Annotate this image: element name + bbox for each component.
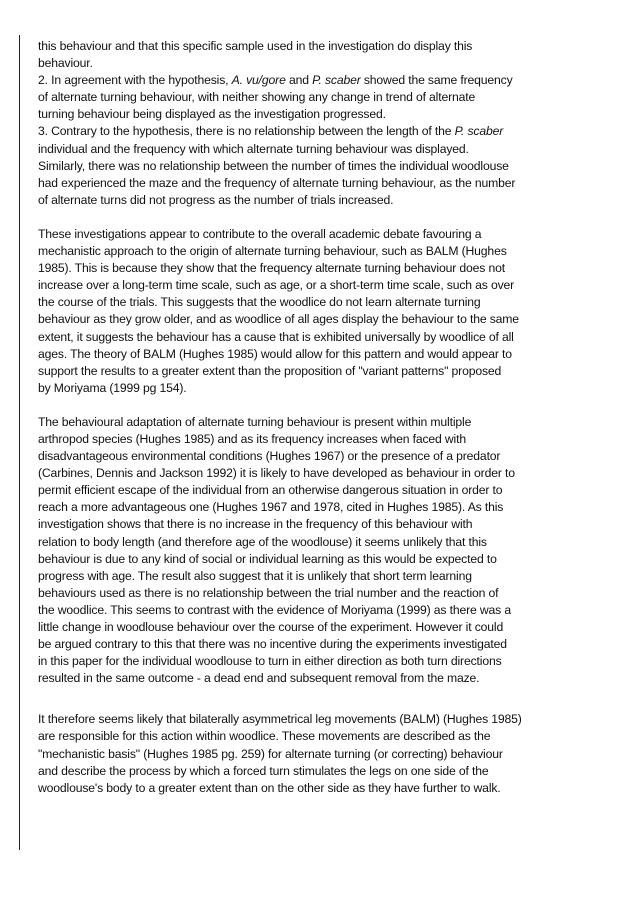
text-line: relation to body length (and therefore age of the woodlouse) it seems unlikely that this [38,534,487,549]
text-line: Similarly, there was no relationship between the number of times the individual woodlouse [38,158,509,173]
text-line: by Moriyama (1999 pg 154). [38,380,187,395]
text-line: reach a more advantageous one (Hughes 1967 and 1978, cited in Hughes 1985). As this [38,500,504,515]
species-name: A. vu/gore [231,73,286,88]
text-line: of alternate turns did not progress as the number of trials increased. [38,192,394,207]
text-line: woodlouse's body to a greater extent than on the other side as they have further to walk. [38,780,501,795]
text-line: arthropod species (Hughes 1985) and as its frequency increases when faced with [38,431,466,446]
text-line: increase over a long-term time scale, such as age, or a short-term time scale, such as over [38,278,515,293]
text-line: behaviours used as there is no relationship between the trial number and the reaction of [38,585,499,600]
margin-rule [19,35,20,850]
text-line: individual and the frequency with which alternate turning behaviour was displayed. [38,141,469,156]
text-line: be argued contrary to this that there was no incentive during the experiments investigated [38,637,507,652]
text-line: These investigations appear to contribute to the overall academic debate favouring a [38,226,482,241]
text-line: the woodlice. This seems to contrast with the evidence of Moriyama (1999) as there was a [38,602,511,617]
text-line: permit efficient escape of the individual from an otherwise dangerous situation in order to [38,483,503,498]
text-line: 1985). This is because they show that the frequency alternate turning behaviour does not [38,261,505,276]
text-line: progress with age. The result also suggest that it is unlikely that short term learning [38,568,472,583]
paragraph-1 [38,38,590,209]
paragraph-3 [38,414,590,688]
text-line: resulted in the same outcome - a dead end and subsequent removal from the maze. [38,671,480,686]
text-line: (Carbines, Dennis and Jackson 1992) it is likely to have developed as behaviour in order to [38,466,515,481]
text-line: behaviour is due to any kind of social or individual learning as this would be expected to [38,551,497,566]
body-text [38,38,590,814]
text-line: disadvantageous environmental conditions (Hughes 1967) or the presence of a predator [38,449,501,464]
paragraph-2 [38,226,590,397]
text-line: investigation shows that there is no increase in the frequency of this behaviour with [38,517,473,532]
text-line: 2. In agreement with the hypothesis, A. vu/gore and P. scaber showed the same frequency [38,73,513,88]
text-line: in this paper for the individual woodlouse to turn in either direction as both turn directions [38,654,502,669]
text-line: little change in woodlouse behaviour over the course of the experiment. However it could [38,620,504,634]
text-line: turning behaviour being displayed as the investigation progressed. [38,107,386,122]
text-line: behaviour. [38,56,93,71]
text-line: mechanistic approach to the origin of alternate turning behaviour, such as BALM (Hughes [38,244,507,259]
text-line: are responsible for this action within woodlice. These movements are described as the [38,729,491,744]
text-line: ages. The theory of BALM (Hughes 1985) would allow for this pattern and would appear to [38,346,512,361]
paragraph-4 [38,711,590,796]
text-line: had experienced the maze and the frequency of alternate turning behaviour, as the number [38,175,516,190]
text-line: this behaviour and that this specific sample used in the investigation do display this [38,39,473,53]
text-line: "mechanistic basis" (Hughes 1985 pg. 259) for alternate turning (or correcting) behaviour [38,746,503,761]
text-line: extent, it suggests the behaviour has a cause that is exhibited universally by woodlice of all [38,329,514,344]
species-name: P. scaber [312,73,361,88]
text-line: behaviour as they grow older, and as woodlice of all ages display the behaviour to the same [38,312,519,327]
text-line: The behavioural adaptation of alternate turning behaviour is present within multiple [38,414,472,429]
text-line: and describe the process by which a forced turn stimulates the legs on one side of the [38,763,489,778]
text-line: It therefore seems likely that bilaterally asymmetrical leg movements (BALM) (Hughes 1985) [38,712,522,727]
text-line: the course of the trials. This suggests that the woodlice do not learn alternate turning [38,295,481,310]
text-line: of alternate turning behaviour, with neither showing any change in trend of alternate [38,90,476,105]
text-line: support the results to a greater extent than the proposition of "variant patterns" proposed [38,363,502,378]
text-line: 3. Contrary to the hypothesis, there is no relationship between the length of the P. scaber [38,124,504,139]
species-name: P. scaber [454,124,504,139]
